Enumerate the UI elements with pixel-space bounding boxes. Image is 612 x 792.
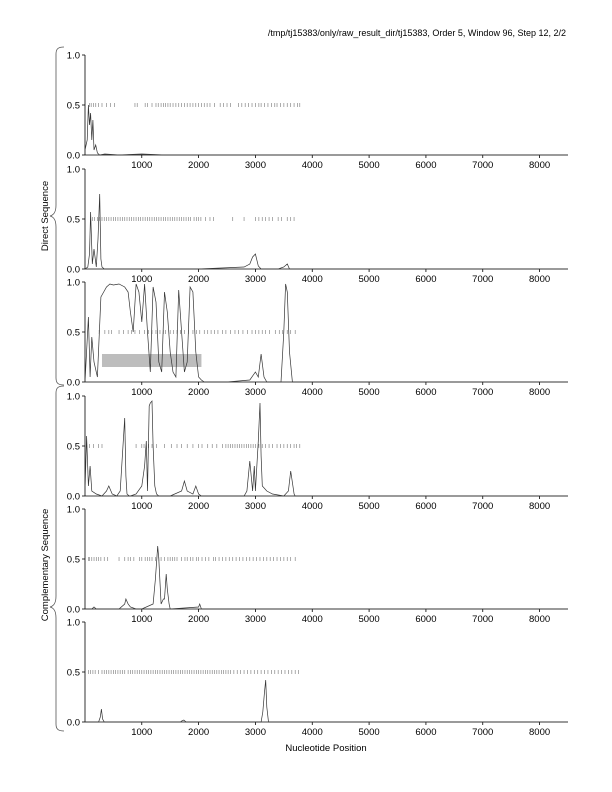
y-tick-label: 0.5 <box>66 441 80 453</box>
x-tick-label: 8000 <box>529 387 551 398</box>
y-tick-label: 0.0 <box>66 717 80 729</box>
x-tick-label: 5000 <box>358 274 380 285</box>
x-tick-label: 3000 <box>244 501 267 512</box>
x-tick-label: 5000 <box>358 160 380 171</box>
panels <box>67 51 568 739</box>
y-tick-label: 1.0 <box>66 504 80 516</box>
x-tick-label: 7000 <box>472 727 494 738</box>
x-tick-label: 3000 <box>244 274 267 285</box>
x-tick-label: 6000 <box>415 274 437 285</box>
y-tick-label: 1.0 <box>66 164 80 176</box>
group-brace-complementary <box>40 386 64 731</box>
x-tick-label: 7000 <box>472 274 494 285</box>
panel-5 <box>67 505 568 626</box>
y-tick-label: 0.0 <box>66 264 80 276</box>
x-tick-label: 1000 <box>131 614 153 625</box>
x-tick-label: 4000 <box>301 614 323 625</box>
x-tick-label: 8000 <box>529 727 551 738</box>
x-tick-label: 1000 <box>131 501 153 512</box>
x-tick-label: 4000 <box>301 274 323 285</box>
x-tick-label: 1000 <box>131 274 153 285</box>
group-brace-direct <box>40 47 64 385</box>
x-tick-label: 5000 <box>358 614 380 625</box>
y-tick-label: 0.0 <box>66 377 80 389</box>
x-tick-label: 2000 <box>188 387 210 398</box>
panel-6 <box>67 618 568 739</box>
y-tick-label: 0.0 <box>66 491 80 503</box>
x-tick-label: 1000 <box>131 160 153 171</box>
x-tick-label: 5000 <box>358 727 380 738</box>
x-tick-label: 2000 <box>188 614 210 625</box>
x-tick-label: 2000 <box>188 501 210 512</box>
panel-4 <box>67 392 568 513</box>
y-tick-label: 0.5 <box>66 214 80 226</box>
series-line <box>85 284 568 382</box>
group-label-complementary: Complementary Sequence <box>40 508 51 622</box>
x-tick-label: 4000 <box>301 387 323 398</box>
x-tick-label: 7000 <box>472 614 494 625</box>
panel-2 <box>67 165 568 286</box>
panel-3 <box>67 278 568 399</box>
x-tick-label: 8000 <box>529 274 551 285</box>
x-tick-label: 3000 <box>244 727 267 738</box>
series-line <box>85 105 568 155</box>
x-axis-label: Nucleotide Position <box>285 743 367 754</box>
y-tick-label: 0.0 <box>66 604 80 616</box>
series-line <box>85 546 568 609</box>
x-tick-label: 6000 <box>415 727 437 738</box>
x-tick-label: 7000 <box>472 501 494 512</box>
x-tick-label: 6000 <box>415 614 437 625</box>
x-tick-label: 4000 <box>301 501 323 512</box>
x-tick-label: 6000 <box>415 501 437 512</box>
x-tick-label: 8000 <box>529 160 551 171</box>
y-tick-label: 1.0 <box>66 391 80 403</box>
x-tick-label: 8000 <box>529 501 551 512</box>
x-tick-label: 2000 <box>188 727 210 738</box>
x-tick-label: 3000 <box>244 614 267 625</box>
x-tick-label: 7000 <box>472 387 494 398</box>
x-tick-label: 4000 <box>301 727 323 738</box>
y-tick-label: 0.5 <box>66 554 80 566</box>
x-tick-label: 6000 <box>415 387 437 398</box>
y-tick-label: 0.5 <box>66 327 80 339</box>
y-tick-label: 1.0 <box>66 50 80 62</box>
y-tick-label: 0.5 <box>66 100 80 112</box>
y-tick-label: 0.5 <box>66 667 80 679</box>
y-tick-label: 0.0 <box>66 150 80 162</box>
series-line <box>85 194 568 269</box>
y-tick-label: 1.0 <box>66 617 80 629</box>
series-line <box>85 680 568 722</box>
x-tick-label: 2000 <box>188 160 210 171</box>
x-tick-label: 7000 <box>472 160 494 171</box>
panel-1 <box>67 51 568 172</box>
y-tick-label: 1.0 <box>66 277 80 289</box>
x-tick-label: 2000 <box>188 274 210 285</box>
x-tick-label: 3000 <box>244 387 267 398</box>
x-tick-label: 5000 <box>358 387 380 398</box>
x-tick-label: 3000 <box>244 160 267 171</box>
x-tick-label: 8000 <box>529 614 551 625</box>
group-label-direct: Direct Sequence <box>40 180 51 252</box>
figure-title: /tmp/tj15383/only/raw_result_dir/tj15383, Order 5, Window 96, Step 12, 2/2 <box>267 28 566 38</box>
x-tick-label: 1000 <box>131 387 153 398</box>
x-tick-label: 4000 <box>301 160 323 171</box>
series-line <box>85 401 568 496</box>
x-tick-label: 6000 <box>415 160 437 171</box>
x-tick-label: 5000 <box>358 501 380 512</box>
x-tick-label: 1000 <box>131 727 153 738</box>
